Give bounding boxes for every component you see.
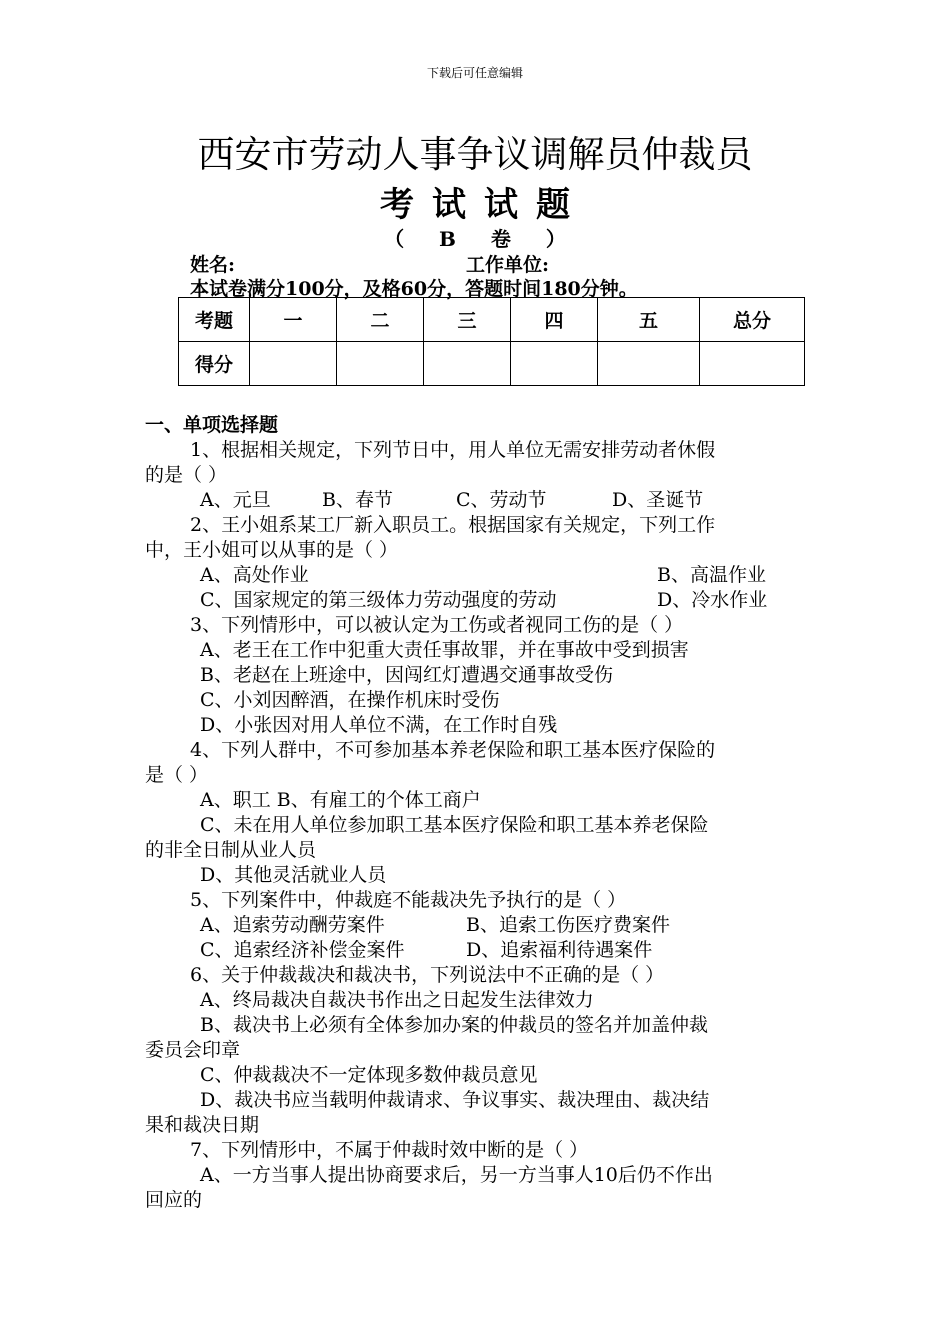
score-cell[interactable] [700,342,805,386]
question-4: 4、下列人群中，不可参加基本养老保险和职工基本医疗保险的 [190,739,716,761]
question-7: 7、下列情形中，不属于仲裁时效中断的是（ ） [190,1139,589,1161]
question-2-cont: 中，王小姐可以从事的是（ ） [145,539,399,561]
score-cell[interactable] [250,342,337,386]
score-header: 考题 [179,298,250,342]
score-header: 五 [598,298,700,342]
score-value-row [179,342,805,386]
q7-option-a-cont: 回应的 [145,1189,203,1211]
q2-option-b: B、高温作业 [657,564,766,586]
q3-option-b: B、老赵在上班途中，因闯红灯遭遇交通事故受伤 [200,664,613,686]
q7-option-a: A、一方当事人提出协商要求后，另一方当事人10后仍不作出 [200,1164,713,1186]
score-cell[interactable] [337,342,424,386]
score-header: 一 [250,298,337,342]
q6-option-b: B、裁决书上必须有全体参加办案的仲裁员的签名并加盖仲裁 [200,1014,708,1036]
q4-option-ab: A、职工 B、有雇工的个体工商户 [200,789,481,811]
q5-option-b: B、追索工伤医疗费案件 [466,914,670,936]
question-2: 2、王小姐系某工厂新入职员工。根据国家有关规定，下列工作 [190,514,716,536]
q6-option-d-cont: 果和裁决日期 [145,1114,260,1136]
score-header: 二 [337,298,424,342]
question-6: 6、关于仲裁裁决和裁决书，下列说法中不正确的是（ ） [190,964,665,986]
q6-option-c: C、仲裁裁决不一定体现多数仲裁员意见 [200,1064,538,1086]
exam-subtitle: 考试试题 [380,185,588,225]
q3-option-a: A、老王在工作中犯重大责任事故罪，并在事故中受到损害 [200,639,689,661]
unit-label: 工作单位: [466,254,550,276]
exam-instructions: 本试卷满分100分，及格60分，答题时间180分钟。 [190,278,638,300]
q2-option-d: D、冷水作业 [657,589,768,611]
question-4-cont: 是（ ） [145,764,209,786]
q1-option-b: B、春节 [322,489,393,511]
score-header: 三 [424,298,511,342]
score-cell[interactable] [598,342,700,386]
q6-option-b-cont: 委员会印章 [145,1039,241,1061]
section-title: 一、单项选择题 [145,414,279,436]
score-header: 四 [511,298,598,342]
q6-option-d: D、裁决书应当载明仲裁请求、争议事实、裁决理由、裁决结 [200,1089,710,1111]
q5-option-c: C、追索经济补偿金案件 [200,939,405,961]
header-note: 下载后可任意编辑 [426,66,523,80]
question-1: 1、根据相关规定，下列节日中，用人单位无需安排劳动者休假 [190,439,716,461]
q4-option-c-cont: 的非全日制从业人员 [145,839,317,861]
score-header: 总分 [700,298,805,342]
q3-option-c: C、小刘因醉酒，在操作机床时受伤 [200,689,500,711]
q6-option-a: A、终局裁决自裁决书作出之日起发生法律效力 [200,989,594,1011]
q3-option-d: D、小张因对用人单位不满，在工作时自残 [200,714,558,736]
q2-option-a: A、高处作业 [200,564,309,586]
q5-option-d: D、追索福利待遇案件 [466,939,653,961]
q5-option-a: A、追索劳动酬劳案件 [200,914,385,936]
score-row-label: 得分 [179,342,250,386]
q1-option-a: A、元旦 [200,489,271,511]
score-header-row [179,298,805,342]
q4-option-d: D、其他灵活就业人员 [200,864,387,886]
score-cell[interactable] [424,342,511,386]
q2-option-c: C、国家规定的第三级体力劳动强度的劳动 [200,589,557,611]
score-table [178,297,805,386]
score-cell[interactable] [511,342,598,386]
q4-option-c: C、未在用人单位参加职工基本医疗保险和职工基本养老保险 [200,814,709,836]
exam-title: 西安市劳动人事争议调解员仲裁员 [197,133,753,176]
question-1-cont: 的是（ ） [145,464,228,486]
name-label: 姓名: [190,254,236,276]
q1-option-c: C、劳动节 [456,489,547,511]
question-3: 3、下列情形中，可以被认定为工伤或者视同工伤的是（ ） [190,614,684,636]
paper-version: （ B 卷 ） [384,227,580,251]
question-5: 5、下列案件中，仲裁庭不能裁决先予执行的是（ ） [190,889,627,911]
q1-option-d: D、圣诞节 [612,489,704,511]
